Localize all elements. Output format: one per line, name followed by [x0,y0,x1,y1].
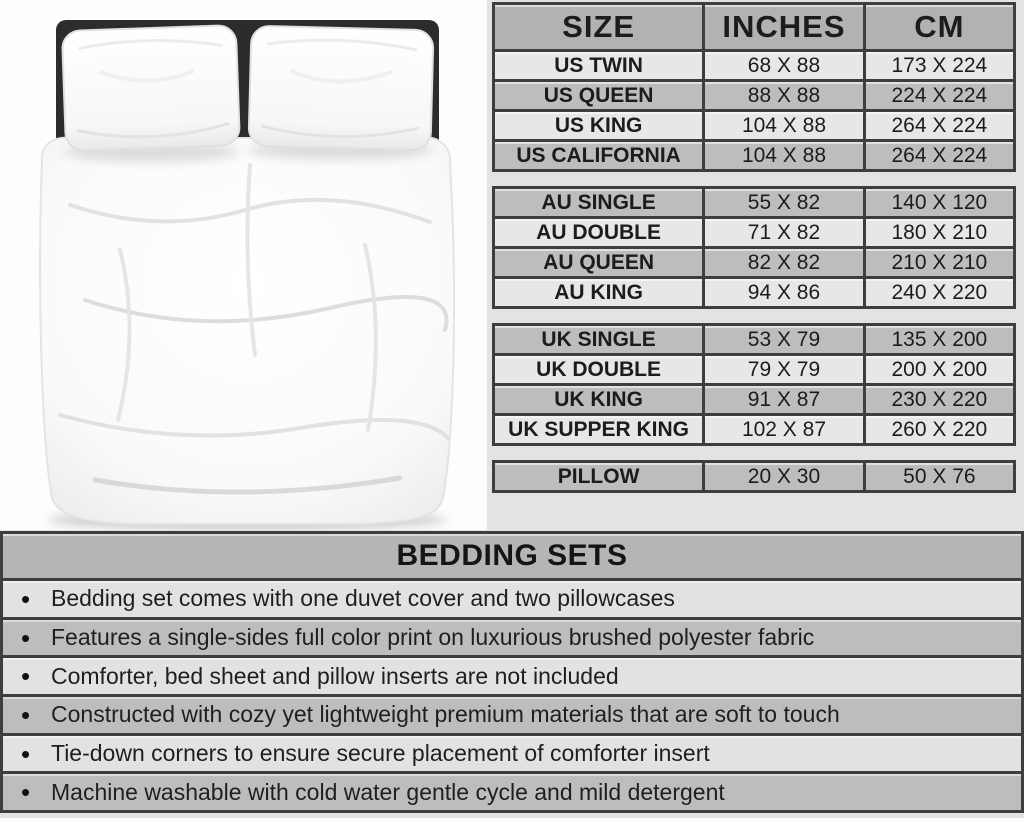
inches-value: 71 X 82 [702,219,863,246]
inches-value: 82 X 82 [702,249,863,276]
cm-column-header: CM [863,5,1013,49]
bedding-sets-info [0,531,1024,813]
size-label: US TWIN [495,52,702,79]
cm-value: 240 X 220 [863,279,1013,306]
bullet-icon: • [21,583,31,614]
size-label: UK SUPPER KING [495,416,702,443]
feature-text: Machine washable with cold water gentle cycle and mild detergent [51,778,725,805]
inches-value: 55 X 82 [702,189,863,216]
size-table-us [492,2,1016,172]
bullet-icon: • [21,699,31,730]
feature-item [3,733,1021,772]
cm-value: 135 X 200 [863,326,1013,353]
cm-value: 180 X 210 [863,219,1013,246]
size-label: UK SINGLE [495,326,702,353]
inches-value: 91 X 87 [702,386,863,413]
cm-value: 140 X 120 [863,189,1013,216]
size-row-us-twin [495,49,1013,79]
size-row-au-queen [495,246,1013,276]
pillow-left [62,25,240,151]
size-label: AU QUEEN [495,249,702,276]
size-row-au-single [495,189,1013,216]
size-label: AU SINGLE [495,189,702,216]
feature-item [3,581,1021,617]
cm-value: 210 X 210 [863,249,1013,276]
cm-value: 224 X 224 [863,82,1013,109]
size-row-uk-single [495,326,1013,353]
bullet-icon: • [21,777,31,808]
inches-value: 94 X 86 [702,279,863,306]
bullet-icon: • [21,738,31,769]
inches-value: 68 X 88 [702,52,863,79]
size-column-header: SIZE [495,5,702,49]
size-table-header-row [495,5,1013,49]
size-table-pillow [492,460,1016,493]
bed-product-image [0,0,487,530]
cm-value: 264 X 224 [863,142,1013,169]
inches-value: 88 X 88 [702,82,863,109]
cm-value: 50 X 76 [863,463,1013,490]
feature-item [3,771,1021,810]
size-label: UK DOUBLE [495,356,702,383]
size-row-us-king [495,109,1013,139]
inches-value: 53 X 79 [702,326,863,353]
inches-value: 102 X 87 [702,416,863,443]
cm-value: 260 X 220 [863,416,1013,443]
size-table-au [492,186,1016,309]
size-row-uk-king [495,383,1013,413]
size-row-uk-double [495,353,1013,383]
bed-illustration [0,0,487,530]
size-label: AU KING [495,279,702,306]
size-row-us-queen [495,79,1013,109]
pillow-right [248,26,433,151]
size-chart [492,2,1016,507]
feature-text: Features a single-sides full color print on luxurious brushed polyester fabric [51,624,815,650]
size-label: AU DOUBLE [495,219,702,246]
bedding-sets-title: BEDDING SETS [3,534,1021,581]
size-label: US KING [495,112,702,139]
size-row-au-double [495,216,1013,246]
cm-value: 173 X 224 [863,52,1013,79]
size-label: US CALIFORNIA [495,142,702,169]
size-label: US QUEEN [495,82,702,109]
inches-value: 104 X 88 [702,112,863,139]
size-table-uk [492,323,1016,446]
feature-text: Comforter, bed sheet and pillow inserts are not included [51,662,619,689]
size-label: UK KING [495,386,702,413]
size-label: PILLOW [495,463,702,490]
inches-value: 79 X 79 [702,356,863,383]
cm-value: 200 X 200 [863,356,1013,383]
feature-item [3,655,1021,694]
feature-text: Tie-down corners to ensure secure placement of comforter insert [51,740,710,767]
bullet-icon: • [21,661,31,692]
feature-text: Constructed with cozy yet lightweight premium materials that are soft to touch [51,701,840,728]
feature-item [3,694,1021,733]
size-row-au-king [495,276,1013,306]
cm-value: 264 X 224 [863,112,1013,139]
inches-value: 104 X 88 [702,142,863,169]
size-row-pillow [495,463,1013,490]
size-row-us-california [495,139,1013,169]
inches-column-header: INCHES [702,5,863,49]
bullet-icon: • [21,622,31,653]
feature-item [3,617,1021,656]
cm-value: 230 X 220 [863,386,1013,413]
feature-text: Bedding set comes with one duvet cover and two pillowcases [51,585,675,612]
size-row-uk-supper-king [495,413,1013,443]
inches-value: 20 X 30 [702,463,863,490]
